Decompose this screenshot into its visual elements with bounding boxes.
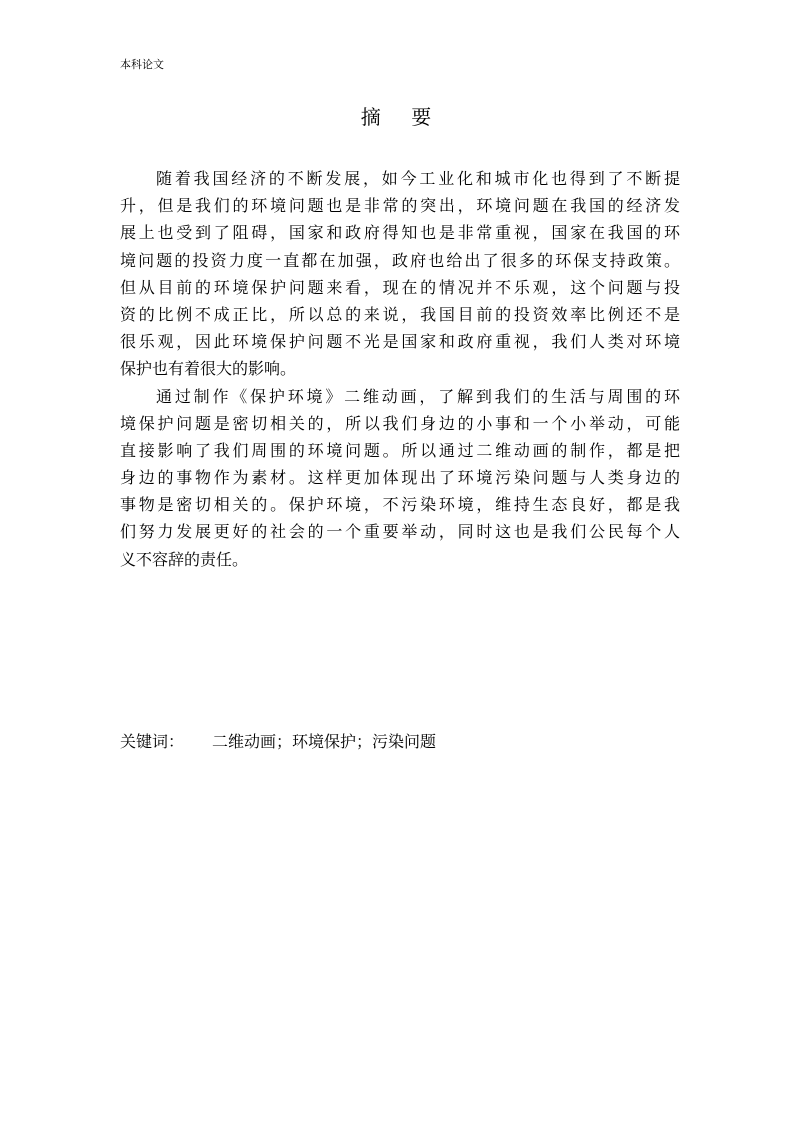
text-line: 境保护问题是密切相关的，所以我们身边的小事和一个小举动，可能	[120, 413, 680, 433]
text-line: 很乐观，因此环境保护问题不光是国家和政府重视，我们人类对环境	[120, 332, 680, 352]
text-line: 身边的事物作为素材。这样更加体现出了环境污染问题与人类身边的	[120, 468, 680, 488]
text-line: 随着我国经济的不断发展，如今工业化和城市化也得到了不断提	[156, 169, 680, 188]
text-line: 事物是密切相关的。保护环境，不污染环境，维持生态良好，都是我	[120, 495, 680, 515]
text-line: 通过制作《保护环境》二维动画，了解到我们的生活与周围的环	[156, 386, 680, 406]
paragraph-1	[120, 165, 680, 383]
running-header: 本科论文	[120, 58, 164, 71]
text-line: 但从目前的环境保护问题来看，现在的情况并不乐观，这个问题与投	[120, 277, 680, 297]
abstract-title: 摘 要	[360, 105, 433, 129]
keywords-line	[120, 730, 436, 754]
text-line: 义不容辞的责任。	[120, 549, 249, 569]
text-line: 升，但是我们的环境问题也是非常的突出，环境问题在我国的经济发	[120, 196, 680, 216]
keywords-value: 二维动画；环境保护；污染问题	[212, 732, 437, 751]
text-line: 境问题的投资力度一直都在加强，政府也给出了很多的环保支持政策。	[120, 250, 680, 270]
text-line: 展上也受到了阻碍，国家和政府得知也是非常重视，国家在我国的环	[120, 223, 680, 243]
paragraph-2	[120, 383, 680, 573]
text-line: 们努力发展更好的社会的一个重要举动，同时这也是我们公民每个人	[120, 522, 680, 542]
text-line: 直接影响了我们周围的环境问题。所以通过二维动画的制作，都是把	[120, 440, 680, 460]
text-line: 保护也有着很大的影响。	[120, 359, 297, 379]
abstract-body	[120, 165, 680, 573]
text-line: 资的比例不成正比，所以总的来说，我国目前的投资效率比例还不是	[120, 304, 680, 324]
keywords-label: 关键词：	[120, 732, 185, 751]
